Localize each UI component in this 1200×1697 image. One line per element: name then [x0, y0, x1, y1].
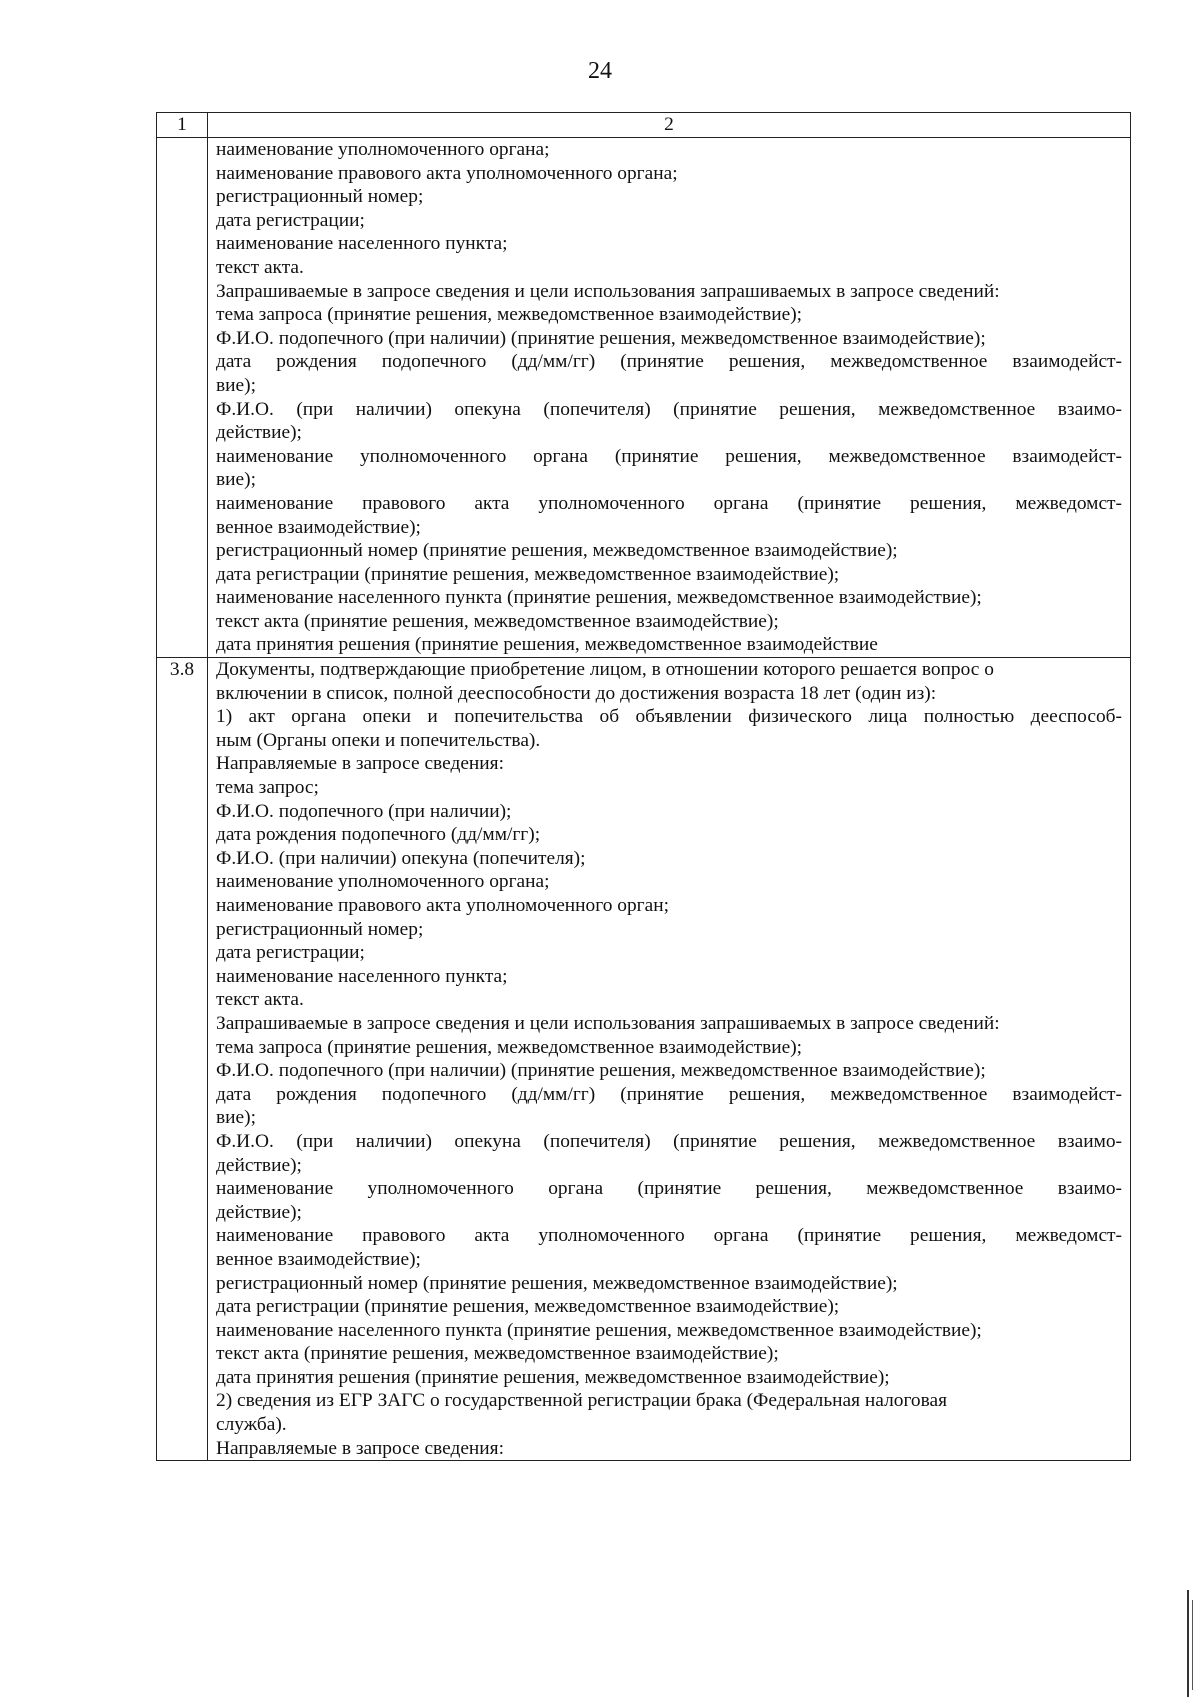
content-line: наименование уполномоченного органа (принятие решения, межведомственное взаимо-	[216, 1178, 1122, 1200]
row-number	[157, 138, 208, 658]
content-line: дата рождения подопечного (дд/мм/гг);	[216, 824, 541, 846]
content-line: дата регистрации (принятие решения, межведомственное взаимодействие);	[216, 563, 840, 585]
content-line: Направляемые в запросе сведения:	[216, 1437, 504, 1459]
content-line: ным (Органы опеки и попечительства).	[216, 729, 541, 751]
table-header-row	[157, 113, 1131, 138]
content-line: дата регистрации;	[216, 209, 365, 231]
column-header-1: 1	[157, 113, 208, 138]
content-line: действие);	[216, 1201, 302, 1223]
content-line: дата принятия решения (принятие решения, межведомственное взаимодействие	[216, 634, 878, 656]
content-line: наименование правового акта уполномоченного орган;	[216, 895, 669, 916]
content-line: регистрационный номер (принятие решения, межведомственное взаимодействие);	[216, 540, 898, 562]
row-number: 3.8	[157, 658, 208, 1461]
content-line: Ф.И.О. подопечного (при наличии) (принятие решения, межведомственное взаимодействие);	[216, 1060, 986, 1082]
content-line: наименование правового акта уполномоченного органа (принятие решения, межведомст-	[216, 1225, 1122, 1247]
content-line: наименование уполномоченного органа;	[216, 139, 550, 160]
content-line: Запрашиваемые в запросе сведения и цели использования запрашиваемых в запросе сведений:	[216, 1012, 1000, 1034]
content-line: дата регистрации (принятие решения, межведомственное взаимодействие);	[216, 1296, 840, 1318]
content-line: текст акта.	[216, 256, 304, 278]
content-line: венное взаимодействие);	[216, 516, 421, 538]
content-line: дата принятия решения (принятие решения, межведомственное взаимодействие);	[216, 1366, 890, 1388]
content-line: вие);	[216, 374, 256, 396]
content-line: Ф.И.О. подопечного (при наличии) (принятие решения, межведомственное взаимодействие);	[216, 327, 986, 349]
content-line: наименование уполномоченного органа;	[216, 871, 550, 893]
table-row	[157, 658, 1131, 1461]
content-line: действие);	[216, 1154, 302, 1176]
content-line: Направляемые в запросе сведения:	[216, 753, 504, 775]
page-number: 24	[588, 58, 612, 84]
content-line: действие);	[216, 422, 302, 444]
content-line: Ф.И.О. подопечного (при наличии);	[216, 800, 512, 822]
content-line: наименование населенного пункта;	[216, 233, 508, 255]
content-line: тема запроса (принятие решения, межведомственное взаимодействие);	[216, 1036, 803, 1058]
scan-edge-mark	[1192, 1600, 1193, 1690]
content-line: дата рождения подопечного (дд/мм/гг) (принятие решения, межведомственное взаимодейст-	[216, 351, 1122, 373]
content-line: регистрационный номер (принятие решения, межведомственное взаимодействие);	[216, 1272, 898, 1294]
content-line: наименование правового акта уполномоченного органа (принятие решения, межведомст-	[216, 492, 1122, 514]
content-line: включении в список, полной дееспособности до достижения возраста 18 лет (один из):	[216, 682, 937, 704]
column-header-2: 2	[208, 113, 1131, 138]
content-line: регистрационный номер;	[216, 186, 424, 208]
requirements-table	[156, 112, 1131, 1461]
scan-edge-mark	[1187, 1590, 1189, 1697]
content-line: наименование населенного пункта (принятие решения, межведомственное взаимодействие);	[216, 587, 982, 609]
content-line: наименование населенного пункта;	[216, 965, 508, 987]
content-line: Запрашиваемые в запросе сведения и цели использования запрашиваемых в запросе сведений:	[216, 280, 1000, 302]
content-line: Ф.И.О. (при наличии) опекуна (попечителя) (принятие решения, межведомственное взаимо-	[216, 1130, 1122, 1152]
content-line: Документы, подтверждающие приобретение лицом, в отношении которого решается вопрос о	[216, 659, 994, 681]
table-row	[157, 138, 1131, 658]
content-line: Ф.И.О. (при наличии) опекуна (попечителя);	[216, 847, 586, 869]
content-line: Ф.И.О. (при наличии) опекуна (попечителя) (принятие решения, межведомственное взаимо-	[216, 398, 1122, 420]
content-line: регистрационный номер;	[216, 918, 424, 940]
content-line: вие);	[216, 1107, 256, 1129]
content-line: 1) акт органа опеки и попечительства об объявлении физического лица полностью дееспособ-	[216, 706, 1122, 728]
row-content	[208, 138, 1131, 658]
content-line: тема запрос;	[216, 777, 319, 799]
row-content	[208, 658, 1131, 1461]
content-line: венное взаимодействие);	[216, 1248, 421, 1270]
content-line: текст акта (принятие решения, межведомственное взаимодействие);	[216, 610, 779, 632]
content-line: 2) сведения из ЕГР ЗАГС о государственной регистрации брака (Федеральная налоговая	[216, 1390, 948, 1412]
content-line: вие);	[216, 469, 256, 491]
content-line: дата регистрации;	[216, 942, 365, 964]
content-line: текст акта.	[216, 989, 304, 1011]
content-line: наименование населенного пункта (принятие решения, межведомственное взаимодействие);	[216, 1319, 982, 1341]
content-line: наименование правового акта уполномоченного органа;	[216, 162, 678, 184]
content-line: текст акта (принятие решения, межведомственное взаимодействие);	[216, 1343, 779, 1365]
content-line: тема запроса (принятие решения, межведомственное взаимодействие);	[216, 304, 803, 326]
content-line: служба).	[216, 1414, 287, 1436]
content-line: наименование уполномоченного органа (принятие решения, межведомственное взаимодейст-	[216, 445, 1122, 467]
content-line: дата рождения подопечного (дд/мм/гг) (принятие решения, межведомственное взаимодейст-	[216, 1083, 1122, 1105]
